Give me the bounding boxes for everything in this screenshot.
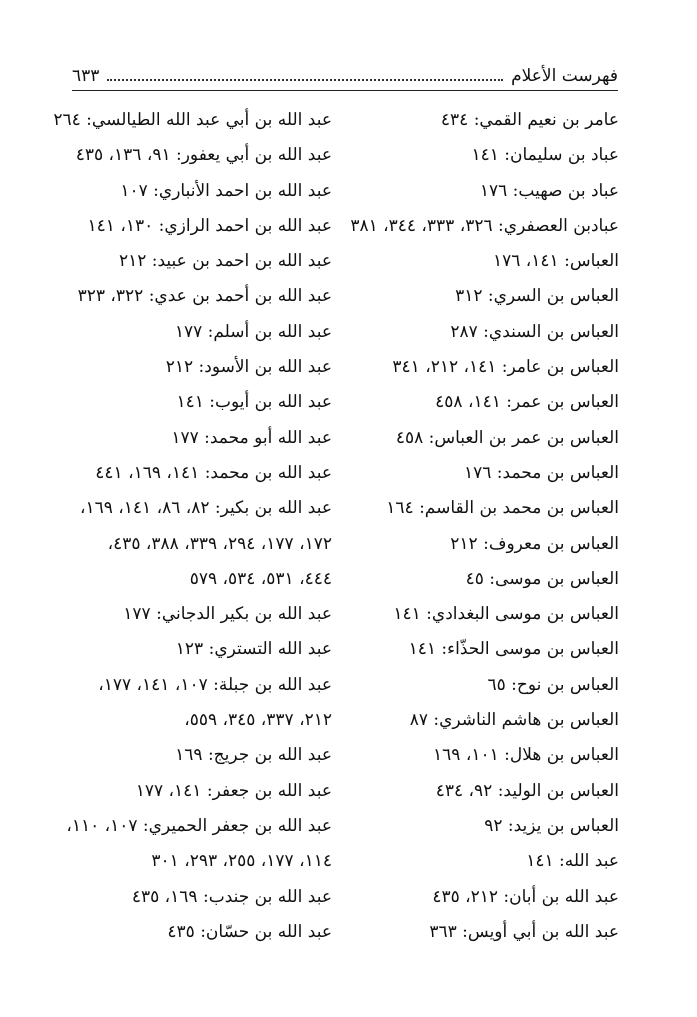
- index-entry: عبد الله بن بكير: ٨٢، ٨٦، ١٤١، ١٦٩،: [79, 498, 332, 519]
- index-entry: العباس بن السري: ٣١٢: [455, 286, 619, 307]
- index-entry: عبد الله بن أحمد بن عدي: ٣٢٢، ٣٢٣: [77, 286, 332, 307]
- index-entry: عبد الله التستري: ١٢٣: [175, 639, 332, 660]
- index-entry: العباس بن عامر: ١٤١، ٢١٢، ٣٤١: [392, 357, 619, 378]
- header-leader-dots: [107, 78, 503, 81]
- index-entry: ١١٤، ١٧٧، ٢٥٥، ٢٩٣، ٣٠١: [151, 851, 332, 872]
- index-entry: عبد الله بن جريج: ١٦٩: [175, 745, 332, 766]
- index-entry: ٢١٢، ٣٣٧، ٣٤٥، ٥٥٩،: [184, 710, 332, 731]
- index-entry: العباس بن نوح: ٦٥: [487, 674, 619, 695]
- index-entry: العباس بن معروف: ٢١٢: [450, 533, 619, 554]
- running-header: [72, 60, 618, 86]
- index-entry: عبد الله بن جبلة: ١٠٧، ١٤١، ١٧٧،: [98, 674, 332, 695]
- index-entry: عبادبن العصفري: ٣٢٦، ٣٣٣، ٣٤٤، ٣٨١: [350, 215, 619, 236]
- header-title: فهرست الأعلام: [511, 66, 618, 86]
- header-rule: [72, 90, 618, 91]
- index-column-left: [53, 103, 332, 950]
- index-entry: العباس بن محمد: ١٧٦: [463, 462, 619, 483]
- index-entry: العباس بن يزيد: ٩٢: [484, 815, 619, 836]
- index-entry: عبد الله بن محمد: ١٤١، ١٦٩، ٤٤١: [95, 462, 332, 483]
- index-entry: عبد الله بن أسلم: ١٧٧: [174, 321, 332, 342]
- index-entry: العباس بن عمر: ١٤١، ٤٥٨: [435, 392, 619, 413]
- index-entry: العباس بن هاشم الناشري: ٨٧: [409, 710, 619, 731]
- index-entry: العباس بن هلال: ١٠١، ١٦٩: [433, 745, 619, 766]
- index-entry: العباس بن موسى الحذّاء: ١٤١: [408, 639, 619, 660]
- index-entry: عباد بن صهيب: ١٧٦: [479, 180, 619, 201]
- index-entry: عبد الله بن جندب: ١٦٩، ٤٣٥: [131, 886, 332, 907]
- page-number: ٦٣٣: [72, 66, 100, 86]
- index-entry: عبد الله بن أيوب: ١٤١: [176, 392, 332, 413]
- index-entry: العباس: ١٤١، ١٧٦: [493, 251, 619, 272]
- index-entry: عبد الله بن احمد بن عبيد: ٢١٢: [118, 251, 332, 272]
- index-entry: عبد الله بن جعفر الحميري: ١٠٧، ١١٠،: [66, 815, 332, 836]
- index-entry: عبد الله بن أبي عبد الله الطيالسي: ٢٦٤: [53, 110, 332, 130]
- index-entry: عبد الله أبو محمد: ١٧٧: [171, 427, 332, 448]
- index-column-right: [350, 103, 619, 950]
- index-entry: عبد الله بن جعفر: ١٤١، ١٧٧: [135, 780, 332, 801]
- index-entry: عامر بن نعيم القمي: ٤٣٤: [440, 110, 619, 130]
- index-entry: العباس بن عمر بن العباس: ٤٥٨: [395, 427, 619, 448]
- index-entry: عبد الله بن أبي يعفور: ٩١، ١٣٦، ٤٣٥: [75, 145, 332, 166]
- index-entry: عباد بن سليمان: ١٤١: [471, 145, 619, 166]
- index-entry: العباس بن السندي: ٢٨٧: [450, 321, 619, 342]
- index-entry: ١٧٢، ١٧٧، ٢٩٤، ٣٣٩، ٣٨٨، ٤٣٥،: [107, 533, 332, 554]
- index-entry: عبد الله بن الأسود: ٢١٢: [165, 357, 332, 378]
- index-entry: عبد الله بن حسّان: ٤٣٥: [167, 921, 332, 942]
- index-entry: عبد الله بن بكير الدجاني: ١٧٧: [123, 604, 332, 625]
- index-entry: العباس بن محمد بن القاسم: ١٦٤: [386, 498, 619, 519]
- index-entry: عبد الله بن احمد الأنباري: ١٠٧: [120, 180, 332, 201]
- index-entry: العباس بن الوليد: ٩٢، ٤٣٤: [435, 780, 619, 801]
- index-entry: ٤٤٤، ٥٣١، ٥٣٤، ٥٧٩: [189, 568, 332, 589]
- index-entry: عبد الله بن احمد الرازي: ١٣٠، ١٤١: [87, 215, 332, 236]
- index-entry: عبد الله بن أبي أويس: ٣٦٣: [429, 921, 619, 942]
- index-entry: العباس بن موسى البغدادي: ١٤١: [393, 604, 619, 625]
- index-entry: عبد الله: ١٤١: [526, 851, 619, 872]
- index-entry: العباس بن موسى: ٤٥: [465, 568, 619, 589]
- index-entry: عبد الله بن أبان: ٢١٢، ٤٣٥: [432, 886, 619, 907]
